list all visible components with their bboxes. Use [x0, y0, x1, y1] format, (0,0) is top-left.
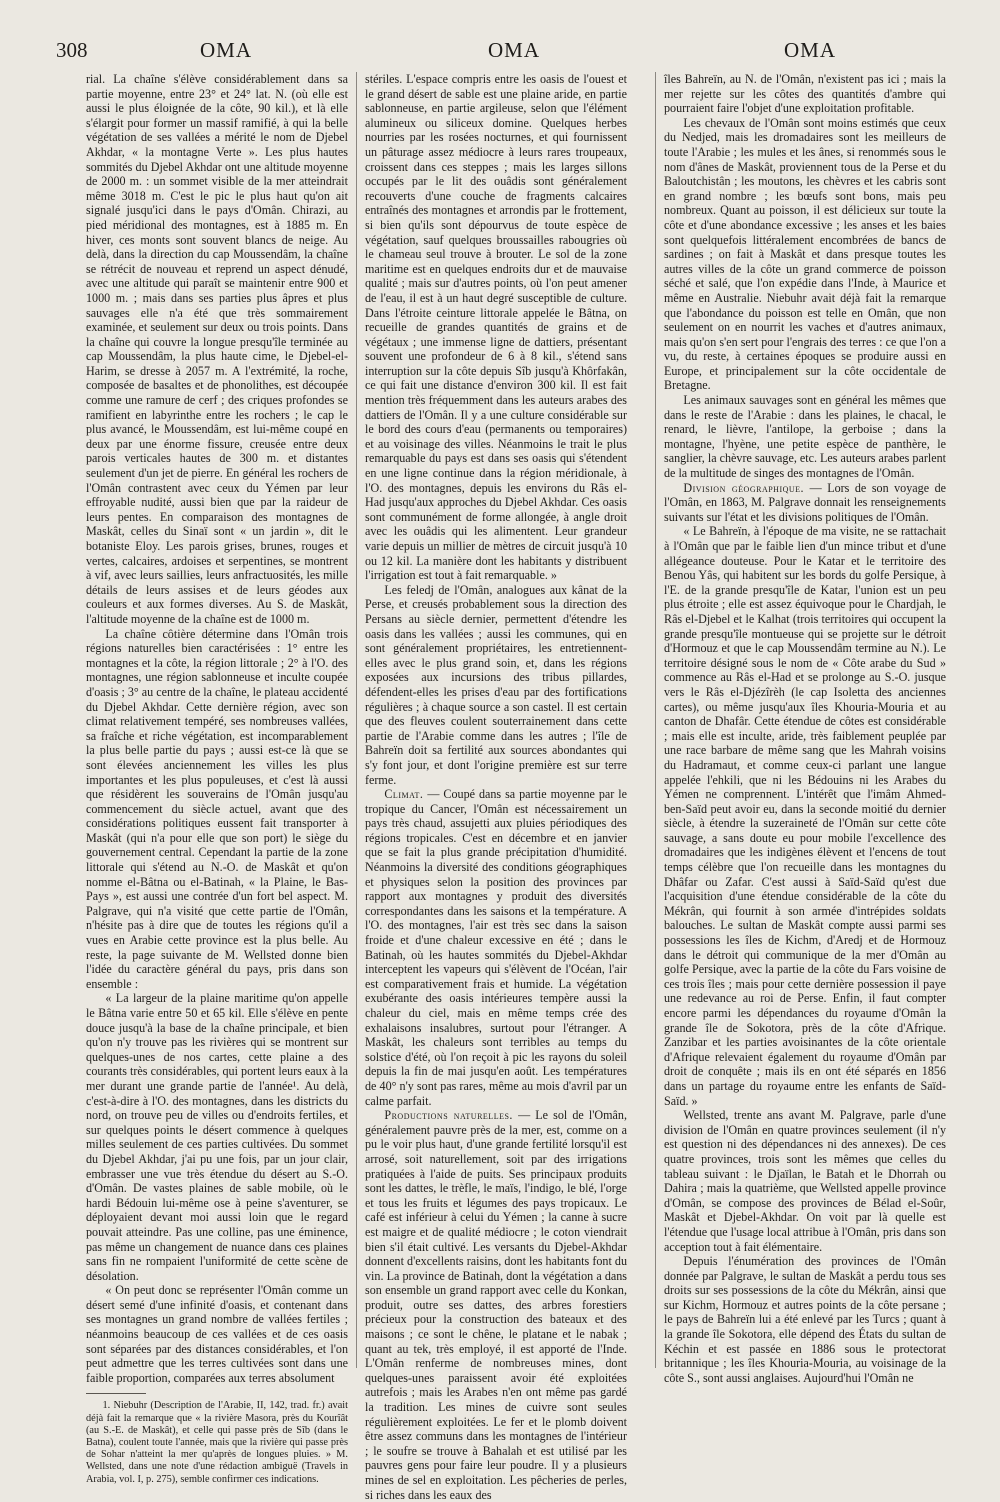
running-headword-right: OMA [784, 38, 837, 62]
text-column-2 [365, 72, 627, 1502]
page-number: 308 [56, 38, 88, 62]
paragraph: « On peut donc se représenter l'Omân comme un désert semé d'une infinité d'oasis, et contenant dans ses montagnes un grand nombre de vallées fertiles ; néanmoins beaucoup de ces vallées et de ces oasis sont séparées par des distances considérables, et l'on peut admettre que les terres cultivées sont dans une faible proportion, comparées aux terres absolument [86, 1283, 348, 1385]
paragraph: Les chevaux de l'Omân sont moins estimés que ceux du Nedjed, mais les dromadaires sont les meilleurs de toute l'Arabie ; les mules et les ânes, si renommés sous le nom d'ânes de Maskât, proviennent tous de la Perse et du Baloutchistân ; les moutons, les chèvres et les cabris sont en grand nombre ; les bœufs sont bons, mais peu nombreux. Quant au poisson, il est délicieux sur toute la côte et d'une abondance excessive ; les anses et les baies sont quelquefois littéralement encombrées de bancs de sardines ; on fait à Maskât et dans presque toutes les autres villes de la côte un grand commerce de poisson séché et salé, que l'on expédie dans l'Inde, à Maurice et même en Australie. Niebuhr avait déjà fait la remarque que l'abondance du poisson est telle en Omân, que non seulement on en nourrit les vaches et d'autres animaux, mais qu'on s'en sert pour l'engrais des terres : ce que l'on a vu, du reste, à certaines époques se produire aussi en Europe, et principalement sur la côte occidentale de Bretagne. [664, 115, 946, 393]
page-header [0, 38, 1000, 68]
paragraph: îles Bahreïn, au N. de l'Omân, n'existent pas ici ; mais la mer rejette sur les côtes des quantités d'ambre qui pourraient faire l'objet d'une exploitation profitable. [664, 72, 946, 116]
paragraph: « Le Bahreïn, à l'époque de ma visite, ne se rattachait à l'Omân que par le faible lien d'un mince tribut et d'une allégeance douteuse. Pour le Katar et le territoire des Benou Yâs, qui habitent sur les bords du golfe Persique, à l'E. de la grande presqu'île de Katar, l'union est un peu plus étroite ; elle est assez équivoque pour le Chardjah, le Râs el-Djebel et le Kalhat (trois territoires qui occupent la grande presqu'île montueuse qui se projette sur le détroit d'Hormouz et que le cap Moussendâm termine au N.). Le territoire désigné sous le nom de « Côte arabe du Sud » commence au Râs el-Had et se prolonge au S.-O. jusque vers le Râs el-Djézîrèh (le cap Isoletta des anciennes cartes), ou même jusqu'aux îles Khouria-Mouria et au canton de Dhafâr. Cette étendue de côtes est considérable ; mais elle est inculte, aride, très faiblement peuplée par une race barbare de même sang que les Mahrah voisins du Hadramaut, et comme ceux-ci parlant une langue appelée l'ehkili, que ni les Bédouins ni les Arabes du Yémen ne comprennent. L'intérêt que l'imâm Ahmed-ben-Saïd peut avoir eu, dans la seconde moitié du dernier siècle, à étendre la suzeraineté de l'Omân sur cette côte sauvage, a sans doute eu pour mobile l'excellence des dromadaires que les indigènes élèvent et l'encens de tout temps célèbre que l'on recueille dans les montagnes du Dhâfar ou Zafar. C'est aussi à Saïd-Saïd qu'est due l'acquisition d'une étendue considérable de la côte du Mékrân, qui fournit à son armée d'intrépides soldats balouches. Le sultan de Maskât compte aussi parmi ses possessions les îles de Kichm, d'Aredj et de Hormouz dans le détroit qui communique de la mer d'Omân au golfe Persique, avec la partie de la côte du Fars voisine de ces trois îles ; mais pour cette dernière possession il paye une redevance au roi de Perse. Enfin, il faut compter encore parmi les dépendances du royaume d'Omân la grande île de Sokotora, près de la côte d'Afrique. Zanzibar et les parties avoisinantes de la côte orientale d'Afrique relevaient également du royaume d'Omân par droit de conquête ; mais ils en ont été séparés en 1856 dans un partage du royaume entre les enfants de Saïd-Saïd. » [664, 524, 946, 1108]
text-column-3 [664, 72, 946, 1385]
running-headword-left: OMA [200, 38, 253, 62]
section-label: Productions naturelles. [384, 1108, 513, 1123]
footnote: 1. Niebuhr (Description de l'Arabie, II, 142, trad. fr.) avait déjà fait la remarque que « la rivière Masora, près du Kourîât (au S.-E. de Maskât), et celle qui passe près de Sîb (dans le Batna), coulent toute l'année, mais que la rivière qui passe près de Sohar n'atteint la mer qu'après de longues pluies. » M. Wellsted, dans une note d'une rédaction ambiguë (Travels in Arabia, vol. I, p. 275), semble confirmer ces indications. [86, 1400, 348, 1485]
text-column-1 [86, 72, 348, 1485]
paragraph: Les animaux sauvages sont en général les mêmes que dans le reste de l'Arabie : dans les plaines, le chacal, le renard, le lièvre, l'antilope, la gerboise ; dans la montagne, l'hyène, une petite espèce de panthère, le sanglier, la chèvre sauvage, etc. Les auteurs arabes parlent de la multitude de singes des montagnes de l'Omân. [664, 393, 946, 481]
section-text: — Le sol de l'Omân, généralement pauvre près de la mer, est, comme on a pu le voir plus haut, d'une grande fertilité lorsqu'il est arrosé, soit naturellement, soit par des irrigations pratiquées à l'aide de puits. Ses principaux produits sont les dattes, le trèfle, le maïs, l'indigo, le blé, l'orge et tous les fruits et légumes des pays tropicaux. Le café est inférieur à celui du Yémen ; la canne à sucre est maigre et de qualité médiocre ; le coton viendrait bien s'il était cultivé. Les versants du Djebel-Akhdar donnent d'excellents raisins, dont les habitants font du vin. La province de Batinah, dont la végétation a dans son ensemble un grand rapport avec celle du Konkan, produit, outre ses dattes, des arbres forestiers précieux pour la construction des bateaux et des maisons ; ce sont le chêne, le platane et le nabak ; quant au tek, très employé, il est apporté de l'Inde. L'Omân renferme de nombreuses mines, dont quelques-unes paraissent avoir été exploitées autrefois ; mais les Arabes n'en ont même pas gardé la tradition. Les mines de cuivre sont seules régulièrement exploitées. Le fer et le plomb doivent être assez communs dans les montagnes de l'intérieur ; le soufre se trouve à Bahalah et est utilisé par les pauvres gens pour faire leur poudre. Il y a plusieurs mines de sel en exploitation. Les pêcheries de perles, si riches dans les eaux des [365, 1108, 627, 1502]
column-divider [655, 72, 656, 1368]
paragraph: stériles. L'espace compris entre les oasis de l'ouest et le grand désert de sable est une plaine aride, en partie sablonneuse, en partie argileuse, selon que l'élément alumineux ou siliceux domine. Quelques herbes nourries par les rosées nocturnes, et qui fournissent un pâturage assez médiocre à leurs rares troupeaux, croissent dans ces steppes ; mais les larges sillons occupés par le lit des ouâdis sont généralement recouverts d'une couche de fragments calcaires entraînés des montagnes et arrondis par le frottement, si bien qu'ils sont dépourvus de toute espèce de végétation, sauf quelques broussailles rabougries où le chameau seul trouve à brouter. Le sol de la zone maritime est en quelques endroits dur et de mauvaise qualité ; mais sur d'autres points, où l'on peut amener de l'eau, il est à un haut degré susceptible de culture. Dans l'étroite ceinture littorale appelée le Bâtna, on recueille de grandes quantités de grains et de végétaux ; une immense ligne de dattiers, présentant souvent une profondeur de 6 à 8 kil., s'étend sans interruption sur la côte depuis Sîb jusqu'à Khôrfakân, ce qui fait une distance d'environ 300 kil. Il est fait mention très fréquemment dans les auteurs arabes des dattiers de l'Omân. Il y a une culture considérable sur le bord des cours d'eau (permanents ou temporaires) et au voisinage des villes. Néanmoins le trait le plus remarquable du pays est dans ses oasis qui s'étendent en une ligne continue dans la région méridionale, à l'O. des montagnes, depuis les environs du Râs el-Had jusqu'aux approches du Djebel Akhdar. Ces oasis sont communément de forme allongée, à angle droit avec les ouâdis qui les alimentent. Leur grandeur varie depuis un millier de mètres de circuit jusqu'à 10 ou 12 kil. La manière dont les habitants y distribuent l'irrigation est tout à fait remarquable. » [365, 72, 627, 583]
paragraph: Les feledj de l'Omân, analogues aux kânat de la Perse, et creusés probablement sous la direction des Persans au siècle dernier, permettent d'étendre les oasis dans les vallées ; aussi les communes, qui en sont généralement propriétaires, les entretiennent-elles avec le plus grand soin, et, dans les régions exposées aux incursions des tribus pillardes, défendent-elles les prises d'eau par des fortifications régulières ; à chaque source a son castel. Il est certain que des fleuves coulent souterrainement dans cette partie de l'Arabie comme dans les autres ; l'île de Bahreïn doit sa fertilité aux sources abondantes qui s'y font jour, et dont l'origine première est sur terre ferme. [365, 582, 627, 787]
section-label: Climat. [384, 787, 424, 802]
section-label: Division géographique. [683, 480, 805, 495]
paragraph: Depuis l'énumération des provinces de l'Omân donnée par Palgrave, le sultan de Maskât a perdu tous ses droits sur ses possessions de la côte du Mékrân, ainsi que sur Kichm, Hormouz et autres points de la côte persane ; le pays de Bahreïn lui a été enlevé par les Turcs ; quant à la grande île Sokotora, elle dépend des États du sultan de Kéchin et est passée en 1886 sous le protectorat britannique ; les îles Khouria-Mouria, au voisinage de la côte S., sont aussi anglaises. Aujourd'hui l'Omân ne [664, 1254, 946, 1385]
paragraph: La chaîne côtière détermine dans l'Omân trois régions naturelles bien caractérisées : 1° entre les montagnes et la côte, la région littorale ; 2° à l'O. des montagnes, une région sablonneuse et inculte coupée d'oasis ; 3° au centre de la chaîne, le plateau accidenté du Djebel Akhdar. Cette dernière région, avec son climat relativement tempéré, ses nombreuses vallées, sa fraîche et riche végétation, est incomparablement la plus belle partie du pays ; aussi est-ce là que se sont élevées anciennement les villes les plus importantes et les plus populeuses, et c'est là aussi que résidèrent les souverains de l'Omân jusqu'au commencement du siècle actuel, avant que des considérations politiques eussent fait transporter à Maskât (qui n'a pour elle que son port) le siège du gouvernement central. Cependant la partie de la zone littorale qui s'étend au N.-O. de Maskât et qu'on nomme el-Bâtna ou el-Batinah, « la Plaine, le Bas-Pays », est aussi une contrée d'un fort bel aspect. M. Palgrave, qui n'a visité que cette partie de l'Omân, n'hésite pas à dire que de toutes les régions qu'il a vues en Arabie cette province est la plus belle. Au reste, la page suivante de M. Wellsted donne bien l'idée du caractère général du pays, pris dans son ensemble : [86, 626, 348, 991]
section-paragraph-division [664, 481, 946, 525]
footnote-separator [86, 1393, 146, 1394]
section-text: — Lors de son voyage de l'Omân, en 1863, M. Palgrave donnait les renseignements suivants sur l'état et les divisions politiques de l'Omân. [664, 480, 946, 524]
paragraph: « La largeur de la plaine maritime qu'on appelle le Bâtna varie entre 50 et 65 kil. Elle s'élève en pente douce jusqu'à la base de la chaîne principale, et bien qu'on n'y trouve pas les rivières qui se montrent sur quelques-unes de nos cartes, cette plaine a des courants très considérables, qui portent leurs eaux à la mer durant une grande partie de l'année¹. Au delà, c'est-à-dire à l'O. des montagnes, dans les districts du nord, on trouve peu de villes ou d'endroits fertiles, et sur quelques points le désert commence à quelques milles seulement de ces parties cultivées. Du sommet du Djebel Akhdar, j'ai pu une fois, par un jour clair, embrasser une vue très étendue du désert au S.-O. d'Omân. De vastes plaines de sable mobile, où le hardi Bédouin lui-même ose à peine s'aventurer, se déployaient devant moi aussi loin que le regard pouvait atteindre. Pas une colline, pas une éminence, pas même un changement de nuance dans ces plaines sans fin ne rompaient l'uniformité de cette scène de désolation. [86, 991, 348, 1283]
section-text: — Coupé dans sa partie moyenne par le tropique du Cancer, l'Omân est nécessairement un pays très chaud, assujetti aux pluies périodiques des régions tropicales. C'est en décembre et en janvier que se fait la plus grande précipitation d'humidité. Néanmoins la diversité des conditions géographiques et physiques selon la position des provinces par rapport aux montagnes y produit des diversités correspondantes dans les saisons et la température. A l'O. des montagnes, l'air est très sec dans la saison froide et d'une chaleur excessive en été ; dans le Batinah, où les hautes sommités du Djebel-Akhdar interceptent les vapeurs qui s'élèvent de l'Océan, l'air est comparativement frais et humide. La végétation exubérante des oasis intérieures tempère aussi la chaleur du ciel, mais en même temps crée des exhalaisons insalubres, surtout pour l'étranger. A Maskât, les chaleurs sont terribles au temps du solstice d'été, où l'on reçoit à pic les rayons du soleil depuis la fin de mai jusqu'en août. Les températures de 40° n'y sont pas rares, même au mois d'avril par un calme parfait. [365, 787, 627, 1108]
column-divider [356, 72, 357, 1368]
paragraph: rial. La chaîne s'élève considérablement dans sa partie moyenne, entre 23° et 24° lat. N. (où elle est aussi le plus éloignée de la côte, 90 kil.), et là elle s'élargit pour former un massif ramifié, à qui la belle végétation de ses vallées a mérité le nom de Djebel Akhdar, « la montagne Verte ». Les plus hautes sommités du Djebel Akhdar ont une altitude moyenne de 2000 m. : un sommet visible de la mer atteindrait même 3018 m. C'est le pic le plus haut qu'on ait signalé jusqu'ici dans le pays d'Omân. Chirazi, au pied méridional des montagnes, est à 1885 m. En hiver, ces monts sont souvent blancs de neige. Au delà, dans la direction du cap Moussendâm, la chaîne se rétrécit de nouveau et reprend un aspect dénudé, avec une altitude qui paraît se maintenir entre 900 et 1000 m. ; mais dans ses parties plus âpres et plus sauvages elle n'a été que très sommairement examinée, et seulement sur deux ou trois points. Dans la chaîne qui couvre la longue presqu'île terminée au cap Moussendâm, la plus haute cime, le Djebel-el-Harim, se dresse à 2057 m. A l'extrémité, la roche, composée de basaltes et de phonolithes, est découpée comme une ramure de cerf ; des criques profondes se ramifient en labyrinthe entre les rochers ; le cap le plus avancé, le Moussendâm, est lui-même coupé en deux par une énorme fissure, creusée entre deux parois verticales hautes de 300 m. et distantes seulement d'un jet de pierre. En général les rochers de l'Omân contrastent avec ceux du Yémen par leur effroyable nudité, aussi bien que par la raideur de leurs pentes. En comparaison des montagnes de Maskât, celles du Sinaï sont « un jardin », dit le botaniste Eloy. Les parois grises, brunes, rouges et vertes, calcaires, ardoises et serpentines, se montrent à vif, avec leurs saillies, leurs anfractuosités, les mille détails de leurs assises et de leurs géodes aux couleurs et aux formes diverses. Au S. de Maskât, l'altitude moyenne de la chaîne est de 1000 m. [86, 72, 348, 626]
section-paragraph-climat [365, 787, 627, 1108]
paragraph: Wellsted, trente ans avant M. Palgrave, parle d'une division de l'Omân en quatre provinces seulement (il n'y est question ni des dépendances ni des annexes). De ces quatre provinces, trois sont les mêmes que celles du tableau suivant : le Djaïlan, le Batah et le Dhorrah ou Dahira ; mais la quatrième, que Wellsted appelle province d'Omân, se compose des provinces de Bélad el-Soûr, Maskât et Djebel-Akhdar. On voit par là quelle est l'étendue que l'usage local attribue à l'Omân, pris dans son acception tout à fait élémentaire. [664, 1108, 946, 1254]
running-headword-center: OMA [488, 38, 541, 62]
section-paragraph-productions [365, 1108, 627, 1502]
